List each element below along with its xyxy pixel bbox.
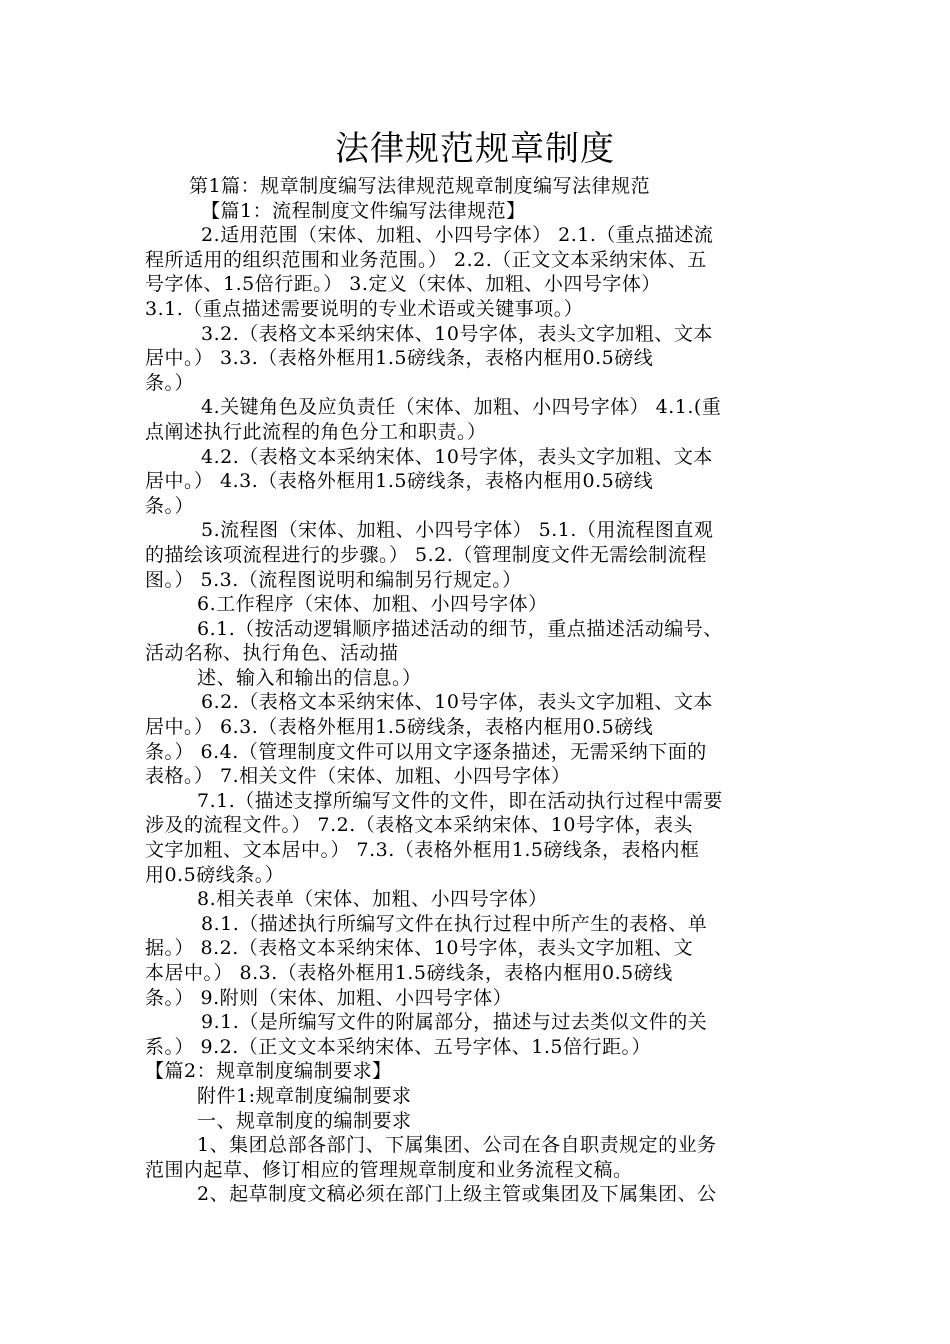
text-line: 3.1.（重点描述需要说明的专业术语或关键事项。）	[145, 297, 584, 320]
text-line: 范围内起草、修订相应的管理规章制度和业务流程文稿。	[145, 1158, 633, 1181]
text-line: 1、集团总部各部门、下属集团、公司在各自职责规定的业务	[197, 1134, 717, 1157]
text-line: 7.1.（描述支撑所编写文件的文件，即在活动执行过程中需要	[197, 789, 723, 812]
text-line: 第1篇：规章制度编写法律规范规章制度编写法律规范	[189, 175, 651, 197]
text-line: 6.工作程序（宋体、加粗、小四号字体）	[197, 593, 548, 616]
text-line: 活动名称、执行角色、活动描	[145, 642, 399, 665]
text-line: 点阐述执行此流程的角色分工和职责。）	[145, 420, 487, 443]
document-body	[145, 174, 810, 1207]
text-line: 2.适用范围（宋体、加粗、小四号字体） 2.1.（重点描述流	[201, 224, 714, 247]
text-line: 条。） 6.4.（管理制度文件可以用文字逐条描述，无需采纳下面的	[145, 740, 707, 763]
text-line: 图。） 5.3.（流程图说明和编制另行规定。）	[145, 568, 522, 591]
text-line: 6.1.（按活动逻辑顺序描述活动的细节，重点描述活动编号、	[197, 617, 723, 640]
text-line: 文字加粗、文本居中。） 7.3.（表格外框用1.5磅线条，表格内框	[145, 839, 700, 862]
text-line: 居中。） 4.3.（表格外框用1.5磅线条，表格内框用0.5磅线	[145, 470, 654, 493]
text-line: 4.2.（表格文本采纳宋体、10号字体，表头文字加粗、文本	[201, 445, 713, 468]
text-line: 一、规章制度的编制要求	[197, 1109, 412, 1132]
text-line: 居中。） 3.3.（表格外框用1.5磅线条，表格内框用0.5磅线	[145, 347, 654, 370]
text-line: 述、输入和输出的信息。）	[197, 666, 422, 689]
text-line: 6.2.（表格文本采纳宋体、10号字体，表头文字加粗、文本	[201, 691, 713, 714]
text-line: 涉及的流程文件。） 7.2.（表格文本采纳宋体、10号字体，表头	[145, 814, 693, 837]
text-line: 本居中。） 8.3.（表格外框用1.5磅线条，表格内框用0.5磅线	[145, 962, 673, 984]
text-line: 表格。） 7.相关文件（宋体、加粗、小四号字体）	[145, 765, 571, 788]
text-line: 【篇1：流程制度文件编写法律规范】	[201, 199, 526, 222]
text-line: 【篇2：规章制度编制要求】	[145, 1060, 392, 1083]
text-line: 程所适用的组织范围和业务范围。） 2.2.（正文文本采纳宋体、五	[145, 248, 707, 271]
text-line: 8.相关表单（宋体、加粗、小四号字体）	[197, 888, 548, 911]
text-line: 5.流程图（宋体、加粗、小四号字体） 5.1.（用流程图直观	[201, 519, 714, 542]
text-line: 据。） 8.2.（表格文本采纳宋体、10号字体，表头文字加粗、文	[145, 937, 693, 960]
text-line: 用0.5磅线条。）	[145, 863, 285, 886]
text-line: 4.关键角色及应负责任（宋体、加粗、小四号字体） 4.1.(重	[201, 396, 722, 419]
text-line: 居中。） 6.3.（表格外框用1.5磅线条，表格内框用0.5磅线	[145, 716, 654, 739]
text-line: 的描绘该项流程进行的步骤。） 5.2.（管理制度文件无需绘制流程	[145, 543, 707, 566]
text-line: 2、起草制度文稿必须在部门上级主管或集团及下属集团、公	[197, 1183, 717, 1206]
text-line: 8.1.（描述执行所编写文件在执行过程中所产生的表格、单	[201, 912, 708, 935]
text-line: 条。）	[145, 494, 195, 517]
document-title: 法律规范规章制度	[335, 129, 615, 169]
text-line: 系。） 9.2.（正文文本采纳宋体、五号字体、1.5倍行距。）	[145, 1035, 652, 1058]
text-line: 条。） 9.附则（宋体、加粗、小四号字体）	[145, 986, 513, 1009]
text-line: 号字体、1.5倍行距。） 3.定义（宋体、加粗、小四号字体）	[145, 273, 661, 296]
text-line: 附件1:规章制度编制要求	[197, 1084, 412, 1107]
text-line: 3.2.（表格文本采纳宋体、10号字体，表头文字加粗、文本	[201, 322, 713, 345]
text-line: 9.1.（是所编写文件的附属部分，描述与过去类似文件的关	[201, 1011, 708, 1034]
text-line: 条。）	[145, 371, 195, 394]
